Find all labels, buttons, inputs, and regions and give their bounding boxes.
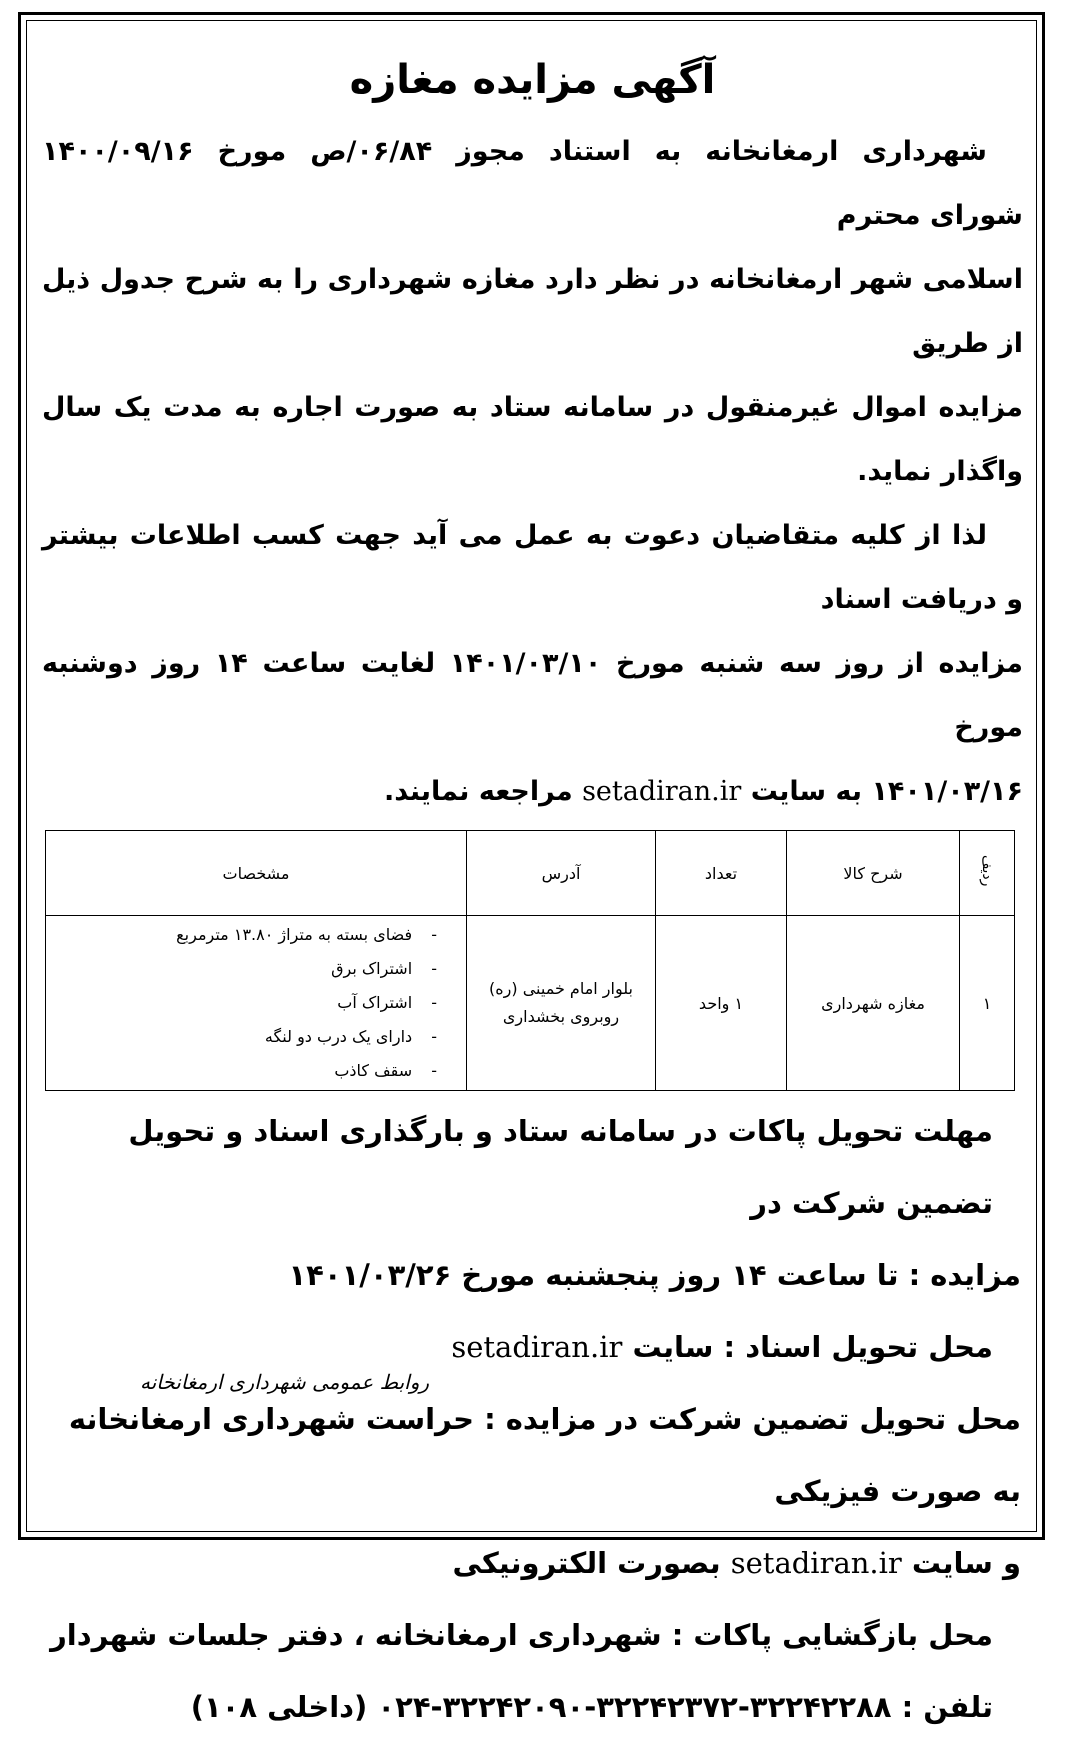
docs-delivery-site-link[interactable]: setadiran.ir	[451, 1330, 623, 1364]
invite-paragraph	[36, 504, 1029, 824]
cell-qty: ۱ واحد	[656, 916, 787, 1091]
opening-line: محل بازگشایی پاکات : شهرداری ارمغانخانه ، دفتر جلسات شهردار	[50, 1618, 993, 1652]
guarantee-line-2	[36, 1527, 1029, 1599]
guarantee-prefix: و سایت	[911, 1546, 1021, 1580]
spec-list	[47, 918, 465, 1088]
spec-item: - سقف کاذب	[47, 1054, 437, 1088]
notice-content	[36, 40, 1029, 1743]
address-line-2: روبروی بخشداری	[502, 1007, 620, 1026]
invite-line-1: لذا از کلیه متقاضیان دعوت به عمل می آید جهت کسب اطلاعات بیشتر و دریافت اسناد	[42, 520, 1023, 615]
intro-line-2: اسلامی شهر ارمغانخانه در نظر دارد مغازه شهرداری را به شرح جدول ذیل از طریق	[42, 264, 1023, 359]
notice-title: آگهی مزایده مغازه	[349, 57, 716, 103]
intro-line-3: مزایده اموال غیرمنقول در سامانه ستاد به صورت اجاره به مدت یک سال واگذار نماید.	[42, 392, 1023, 487]
spec-item: - اشتراک برق	[47, 952, 437, 986]
header-qty: تعداد	[656, 831, 787, 916]
intro-line-1: شهرداری ارمغانخانه به استناد مجوز ۰۶/۸۴/ص مورخ ۱۴۰۰/۰۹/۱۶ شورای محترم	[42, 136, 1023, 231]
deadline-line-2: مزایده : تا ساعت ۱۴ روز پنجشنبه مورخ ۱۴۰۱/۰۳/۲۶	[288, 1258, 1021, 1292]
cell-item: مغازه شهرداری	[787, 916, 960, 1091]
guarantee-site-link[interactable]: setadiran.ir	[730, 1546, 902, 1580]
header-row-number: ردیف	[960, 831, 1015, 916]
phone-line: تلفن : ۳۲۲۴۲۲۸۸-۳۲۲۴۲۳۷۲-۳۲۲۴۲۰۹۰-۰۲۴ (داخلی ۱۰۸)	[190, 1690, 993, 1724]
invite-last-suffix: مراجعه نمایند.	[384, 776, 573, 807]
spec-item: - فضای بسته به متراژ ۱۳.۸۰ مترمربع	[47, 918, 437, 952]
site-link[interactable]: setadiran.ir	[582, 776, 742, 807]
cell-specs	[46, 916, 467, 1091]
address-line-1: بلوار امام خمینی (ره)	[489, 979, 633, 998]
invite-line-3	[36, 760, 1029, 824]
signature: روابط عمومی شهرداری ارمغانخانه	[140, 1370, 430, 1394]
spec-item: - اشتراک آب	[47, 986, 437, 1020]
spec-item: - دارای یک درب دو لنگه	[47, 1020, 437, 1054]
guarantee-line-1: محل تحویل تضمین شرکت در مزایده : حراست شهرداری ارمغانخانه به صورت فیزیکی	[68, 1402, 1021, 1508]
table-header-row	[46, 831, 1015, 916]
cell-address	[467, 916, 656, 1091]
table-row	[46, 916, 1015, 1091]
deadline-line-1: مهلت تحویل پاکات در سامانه ستاد و بارگذاری اسناد و تحویل تضمین شرکت در	[128, 1114, 993, 1220]
intro-paragraph	[36, 120, 1029, 504]
cell-row-number: ۱	[960, 916, 1015, 1091]
header-address: آدرس	[467, 831, 656, 916]
docs-delivery-label: محل تحویل اسناد : سایت	[632, 1330, 993, 1364]
header-item: شرح کالا	[787, 831, 960, 916]
items-table	[45, 830, 1015, 1091]
guarantee-suffix: بصورت الکترونیکی	[452, 1546, 721, 1580]
invite-last-prefix: ۱۴۰۱/۰۳/۱۶ به سایت	[750, 776, 1023, 807]
header-specs: مشخصات	[46, 831, 467, 916]
invite-line-2: مزایده از روز سه شنبه مورخ ۱۴۰۱/۰۳/۱۰ لغایت ساعت ۱۴ روز دوشنبه مورخ	[42, 648, 1023, 743]
